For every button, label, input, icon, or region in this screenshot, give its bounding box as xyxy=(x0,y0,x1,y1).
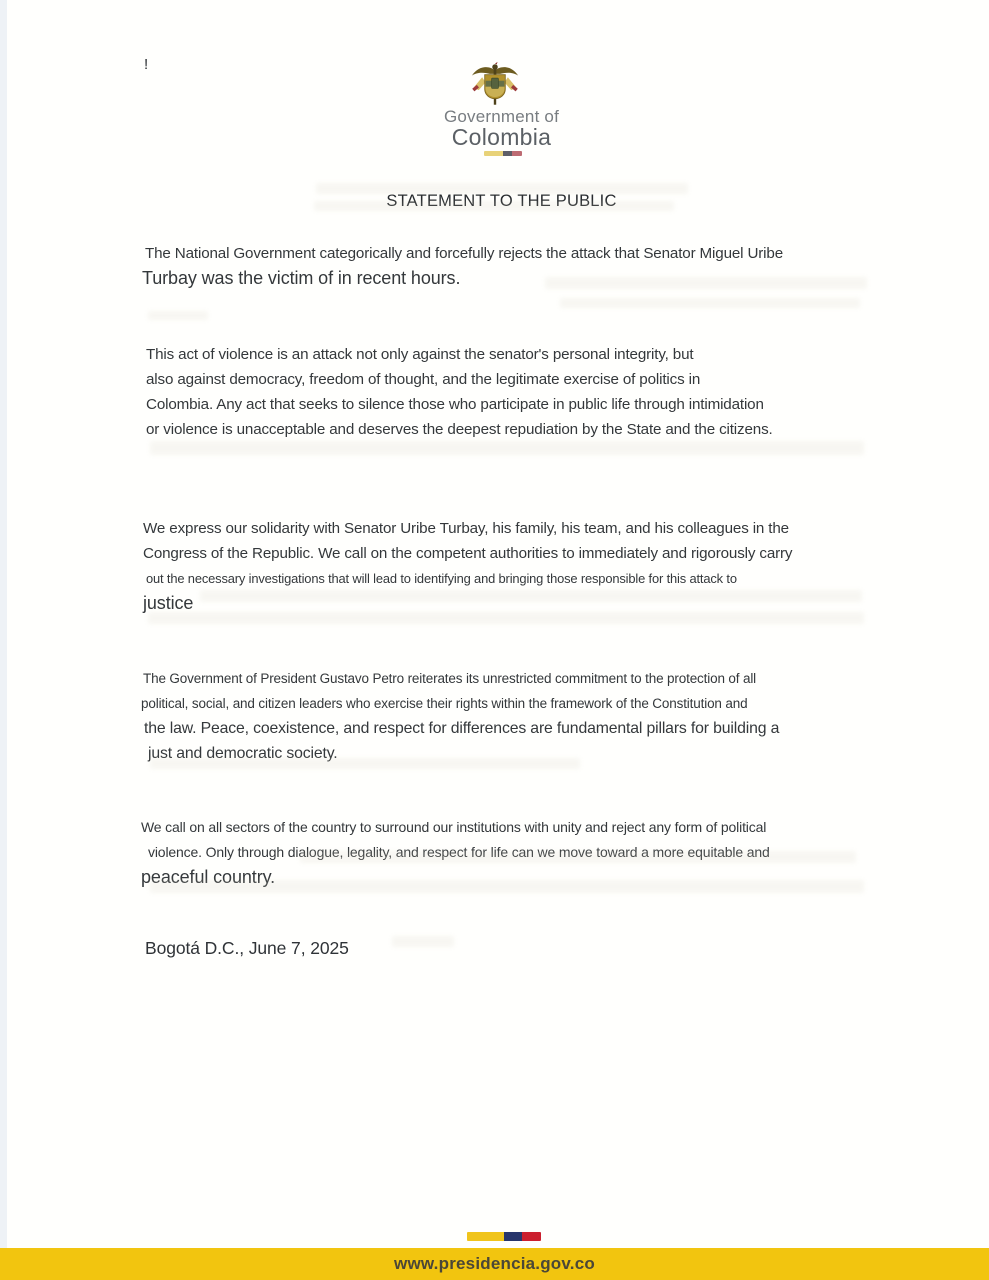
colombia-flag-bar-header xyxy=(484,151,522,156)
paragraph-2 xyxy=(146,342,773,442)
statement-title: STATEMENT TO THE PUBLIC xyxy=(386,192,617,210)
paragraph-line: or violence is unacceptable and deserves the deepest repudiation by the State and the citizens. xyxy=(146,421,773,438)
paragraph-line: Turbay was the victim of in recent hours. xyxy=(142,268,461,288)
paragraph-3 xyxy=(143,516,792,616)
org-name-line2: Colombia xyxy=(451,124,552,150)
paragraph-line: violence. Only through dialogue, legality, and respect for life can we move toward a more equitable and xyxy=(148,844,770,860)
paragraph-line: political, social, and citizen leaders who exercise their rights within the framework of the Constitution and xyxy=(141,696,748,711)
paragraph-line: The Government of President Gustavo Petro reiterates its unrestricted commitment to the protection of all xyxy=(143,671,757,686)
paragraph-line: also against democracy, freedom of thought, and the legitimate exercise of politics in xyxy=(146,371,701,388)
paragraph-4 xyxy=(143,666,779,766)
paragraph-line: Congress of the Republic. We call on the competent authorities to immediately and rigorously carry xyxy=(143,545,793,562)
flag-blue-segment xyxy=(503,151,513,156)
dateline: Bogotá D.C., June 7, 2025 xyxy=(145,938,349,958)
colombia-coat-of-arms-icon xyxy=(0,61,989,109)
paragraph-line: the law. Peace, coexistence, and respect for differences are fundamental pillars for building a xyxy=(144,720,780,737)
ghost-text-artifact xyxy=(560,298,860,308)
flag-yellow-segment xyxy=(467,1232,504,1241)
ghost-text-artifact xyxy=(148,311,208,320)
footer-website-url: www.presidencia.gov.co xyxy=(394,1254,595,1273)
paragraph-line: This act of violence is an attack not only against the senator's personal integrity, but xyxy=(146,346,694,363)
ghost-text-artifact xyxy=(150,441,864,455)
paragraph-1 xyxy=(142,241,783,291)
paragraph-line: just and democratic society. xyxy=(148,745,338,762)
flag-yellow-segment xyxy=(484,151,503,156)
paragraph-line: We express our solidarity with Senator Uribe Turbay, his family, his team, and his colleagues in the xyxy=(143,520,789,537)
paragraph-line: peaceful country. xyxy=(141,867,276,887)
footer-bar xyxy=(0,1248,989,1280)
ghost-text-artifact xyxy=(392,936,454,947)
paragraph-line: out the necessary investigations that will lead to identifying and bringing those responsible for this attack to xyxy=(146,571,737,586)
paragraph-line: We call on all sectors of the country to surround our institutions with unity and reject any form of political xyxy=(141,819,767,835)
flag-red-segment xyxy=(522,1232,541,1241)
flag-red-segment xyxy=(512,151,522,156)
flag-blue-segment xyxy=(504,1232,523,1241)
stray-exclamation-mark: ! xyxy=(144,56,149,73)
paragraph-line: The National Government categorically and forcefully rejects the attack that Senator Miguel Uribe xyxy=(145,245,783,262)
page-edge-strip xyxy=(0,0,7,1280)
paragraph-5 xyxy=(141,815,770,890)
colombia-flag-bar-footer xyxy=(467,1232,541,1241)
org-name-line1: Government of xyxy=(443,107,560,126)
paragraph-line: justice xyxy=(143,593,194,613)
paragraph-line: Colombia. Any act that seeks to silence those who participate in public life through intimidation xyxy=(146,396,764,413)
